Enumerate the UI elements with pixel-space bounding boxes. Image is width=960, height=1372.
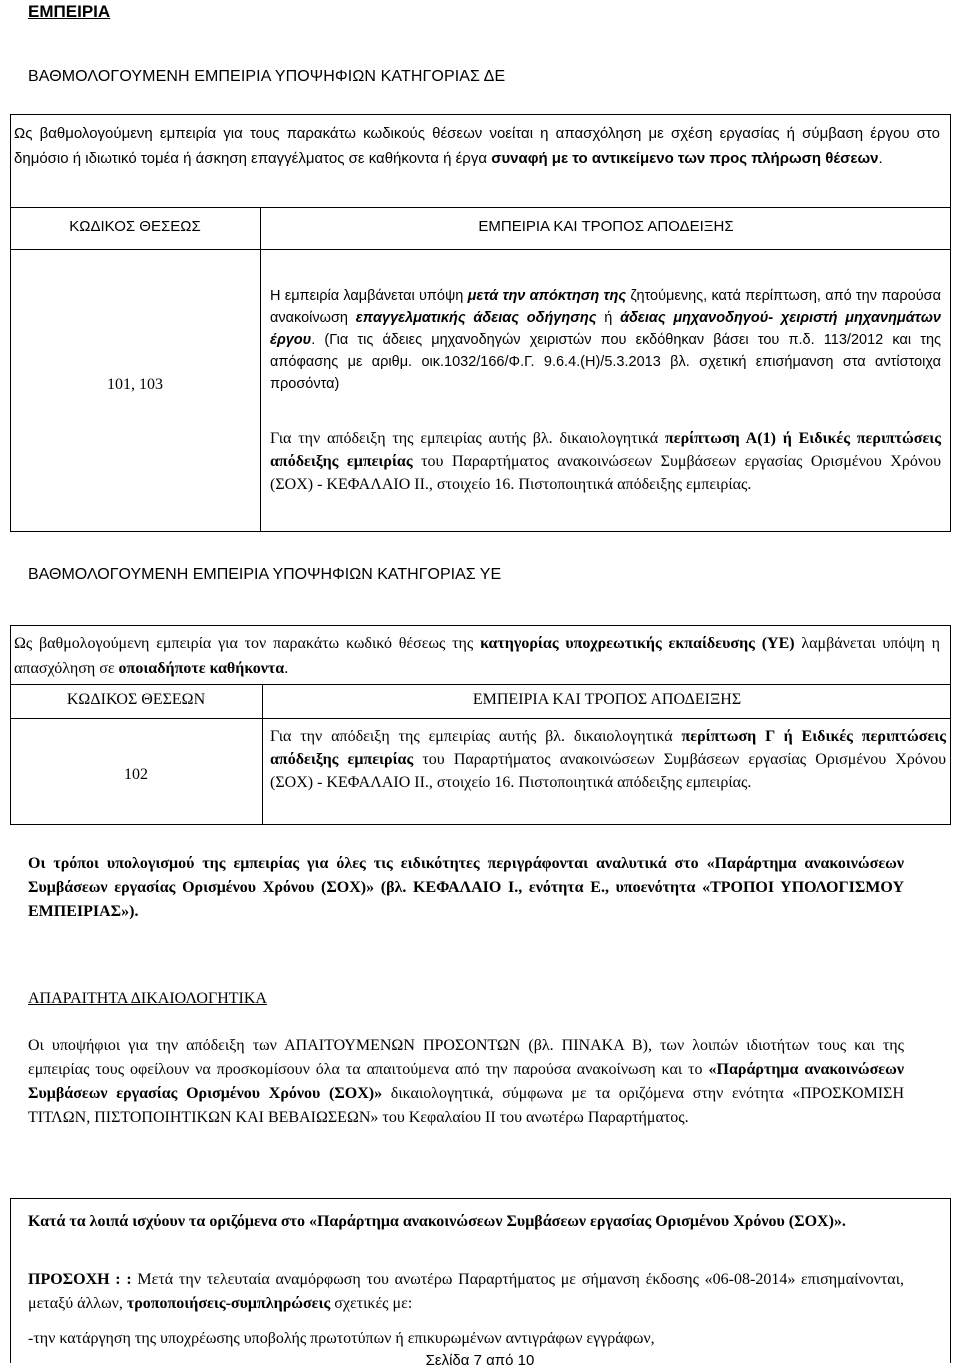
page-footer: Σελίδα 7 από 10: [425, 1352, 535, 1369]
ye-intro-b: κατηγορίας υποχρεωτικής εκπαίδευσης (ΥΕ): [480, 635, 795, 652]
section-de-intro-end: .: [878, 150, 883, 167]
section-ye-intro: [14, 631, 940, 681]
section-de-intro-bold: συναφή με το αντικείμενο των προς πλήρωση θέσεων: [491, 150, 879, 167]
p1-text-a: Η εμπειρία λαμβάνεται υπόψη: [270, 288, 468, 304]
table-de-col-code-header: ΚΩΔΙΚΟΣ ΘΕΣΕΩΣ: [69, 218, 201, 235]
section-de-intro-text: Ως βαθμολογούμενη εμπειρία για τους παρακάτω κωδικούς θέσεων νοείται η απασχόληση με σχέση εργασίας ή σύμβαση έργου στο δημόσιο ή ιδιωτικό τομέα ή άσκηση επαγγέλματος σε καθήκοντα ή έργα: [14, 125, 940, 167]
notice-box-paragraph-2: [28, 1268, 904, 1316]
notice-p2-a: Μετά την τελευταία αναμόρφωση του ανωτέρω Παραρτήματος με σήμανση έκδοσης «06-08-2014» επισημαίνονται, μεταξύ άλλων,: [28, 1271, 904, 1312]
table-ye-code: 102: [124, 766, 148, 783]
table-ye-paragraph: [270, 725, 946, 794]
notice-p2-b: τροποποιήσεις-συμπληρώσεις: [126, 1295, 331, 1312]
ye-p-c: του Παραρτήματος ανακοινώσεων Συμβάσεων εργασίας Ορισμένου Χρόνου (ΣΟΧ) - ΚΕΦΑΛΑΙΟ ΙΙ., στοιχείο 16. Πιστοποιητικά απόδειξης εμπειρίας.: [270, 751, 947, 791]
section-de-heading: ΒΑΘΜΟΛΟΓΟΥΜΕΝΗ ΕΜΠΕΙΡΙΑ ΥΠΟΨΗΦΙΩΝ ΚΑΤΗΓΟΡΙΑΣ ΔΕ: [28, 68, 506, 85]
notice-attention-label: ΠΡΟΣΟΧΗ : :: [28, 1271, 132, 1288]
page-heading: ΕΜΠΕΙΡΙΑ: [28, 2, 111, 21]
req-p-c: δικαιολογητικά, σύμφωνα με τα οριζόμενα στην ενότητα «ΠΡΟΣΚΟΜΙΣΗ ΤΙΤΛΩΝ, ΠΙΣΤΟΠΟΙΗΤΙΚΩΝ ΚΑΙ ΒΕΒΑΙΩΣΕΩΝ» του Κεφαλαίου ΙΙ του ανωτέρω Παραρτήματος.: [28, 1085, 904, 1126]
table-de-paragraph-1: [270, 285, 941, 395]
p1-text-d: επαγγελματικής άδειας οδήγησης: [355, 310, 597, 326]
table-de-paragraph-2: [270, 427, 941, 496]
table-de-column-rule: [260, 207, 261, 532]
p1-text-f: άδειας μηχανοδηγού- χειριστή μηχανημάτων έργου: [270, 310, 941, 348]
table-ye-col-code-header: ΚΩΔΙΚΟΣ ΘΕΣΕΩΝ: [66, 691, 206, 708]
p2-text-b: περίπτωση Α(1) ή Ειδικές περιπτώσεις απόδειξης εμπειρίας: [270, 430, 941, 470]
calc-note: Οι τρόποι υπολογισμού της εμπειρίας για όλες τις ειδικότητες περιγράφονται αναλυτικά στο «Παράρτημα ανακοινώσεων Συμβάσεων εργασίας Ορισμένου Χρόνου (ΣΟΧ)» (βλ. ΚΕΦΑΛΑΙΟ Ι., ενότητα Ε., υποενότητα «ΤΡΟΠΟΙ ΥΠΟΛΟΓΙΣΜΟΥ ΕΜΠΕΙΡΙΑΣ»).: [28, 855, 904, 920]
notice-box-paragraph-1: Κατά τα λοιπά ισχύουν τα οριζόμενα στο «Παράρτημα ανακοινώσεων Συμβάσεων εργασίας Ορισμένου Χρόνου (ΣΟΧ)».: [28, 1213, 846, 1230]
req-p-a: Οι υποψήφιοι για την απόδειξη των ΑΠΑΙΤΟΥΜΕΝΩΝ ΠΡΟΣΟΝΤΩΝ (βλ. ΠΙΝΑΚΑ Β), των λοιπών ιδιοτήτων τους και της εμπειρίας τους οφείλουν να προσκομίσουν όλα τα απαιτούμενα από την παρούσα ανακοίνωση και το: [28, 1037, 904, 1078]
table-ye-header-bottom-rule: [10, 718, 951, 719]
req-p-b: «Παράρτημα ανακοινώσεων Συμβάσεων εργασίας Ορισμένου Χρόνου (ΣΟΧ)»: [28, 1061, 904, 1102]
table-de-header-bottom-rule: [10, 249, 951, 250]
ye-p-a: Για την απόδειξη της εμπειρίας αυτής βλ. δικαιολογητικά: [270, 728, 682, 745]
p1-text-b: μετά την απόκτηση της: [467, 288, 627, 304]
ye-intro-c: λαμβάνεται υπόψη η απασχόληση σε: [14, 635, 941, 677]
notice-box-paragraph-3: -την κατάργηση της υποχρέωσης υποβολής πρωτοτύπων ή επικυρωμένων αντιγράφων εγγράφων,: [28, 1330, 655, 1347]
p2-text-c: του Παραρτήματος ανακοινώσεων Συμβάσεων εργασίας Ορισμένου Χρόνου (ΣΟΧ) - ΚΕΦΑΛΑΙΟ ΙΙ., στοιχείο 16. Πιστοποιητικά απόδειξης εμπειρίας.: [270, 453, 942, 493]
required-docs-paragraph: [28, 1034, 904, 1130]
ye-intro-a: Ως βαθμολογούμενη εμπειρία για τον παρακάτω κωδικό θέσεως της: [14, 635, 481, 652]
table-de-col-experience-header: ΕΜΠΕΙΡΙΑ ΚΑΙ ΤΡΟΠΟΣ ΑΠΟΔΕΙΞΗΣ: [478, 218, 734, 235]
p1-text-e: ή: [596, 310, 621, 326]
table-ye-col-experience-header: ΕΜΠΕΙΡΙΑ ΚΑΙ ΤΡΟΠΟΣ ΑΠΟΔΕΙΞΗΣ: [472, 691, 742, 708]
ye-p-b: περίπτωση Γ ή Ειδικές περιπτώσεις απόδειξης εμπειρίας: [270, 728, 946, 768]
table-de-codes: 101, 103: [107, 376, 163, 393]
ye-intro-e: .: [284, 660, 289, 677]
table-de-header-top-rule: [10, 207, 951, 208]
p2-text-a: Για την απόδειξη της εμπειρίας αυτής βλ. δικαιολογητικά: [270, 430, 665, 447]
required-docs-heading: ΑΠΑΡΑΙΤΗΤΑ ΔΙΚΑΙΟΛΟΓΗΤΙΚΑ: [28, 990, 267, 1007]
notice-p2-c: σχετικές με:: [330, 1295, 413, 1312]
ye-intro-d: οποιαδήποτε καθήκοντα: [118, 660, 285, 677]
section-ye-heading: ΒΑΘΜΟΛΟΓΟΥΜΕΝΗ ΕΜΠΕΙΡΙΑ ΥΠΟΨΗΦΙΩΝ ΚΑΤΗΓΟΡΙΑΣ ΥΕ: [28, 566, 502, 583]
p1-text-c: ζητούμενης, κατά περίπτωση, από την παρούσα ανακοίνωση: [270, 288, 941, 326]
table-ye-header-top-rule: [10, 684, 951, 685]
p1-text-g: . (Για τις άδειες μηχανοδηγών χειριστών που εκδόθηκαν βάσει του π.δ. 113/2012 και της απόφασης με αριθμ. οικ.1032/166/Φ.Γ. 9.6.4.(Η)/5.3.2013 βλ. σχετική επισήμανση στα αντίστοιχα προσόντα): [270, 332, 941, 392]
section-de-intro: [14, 121, 940, 171]
